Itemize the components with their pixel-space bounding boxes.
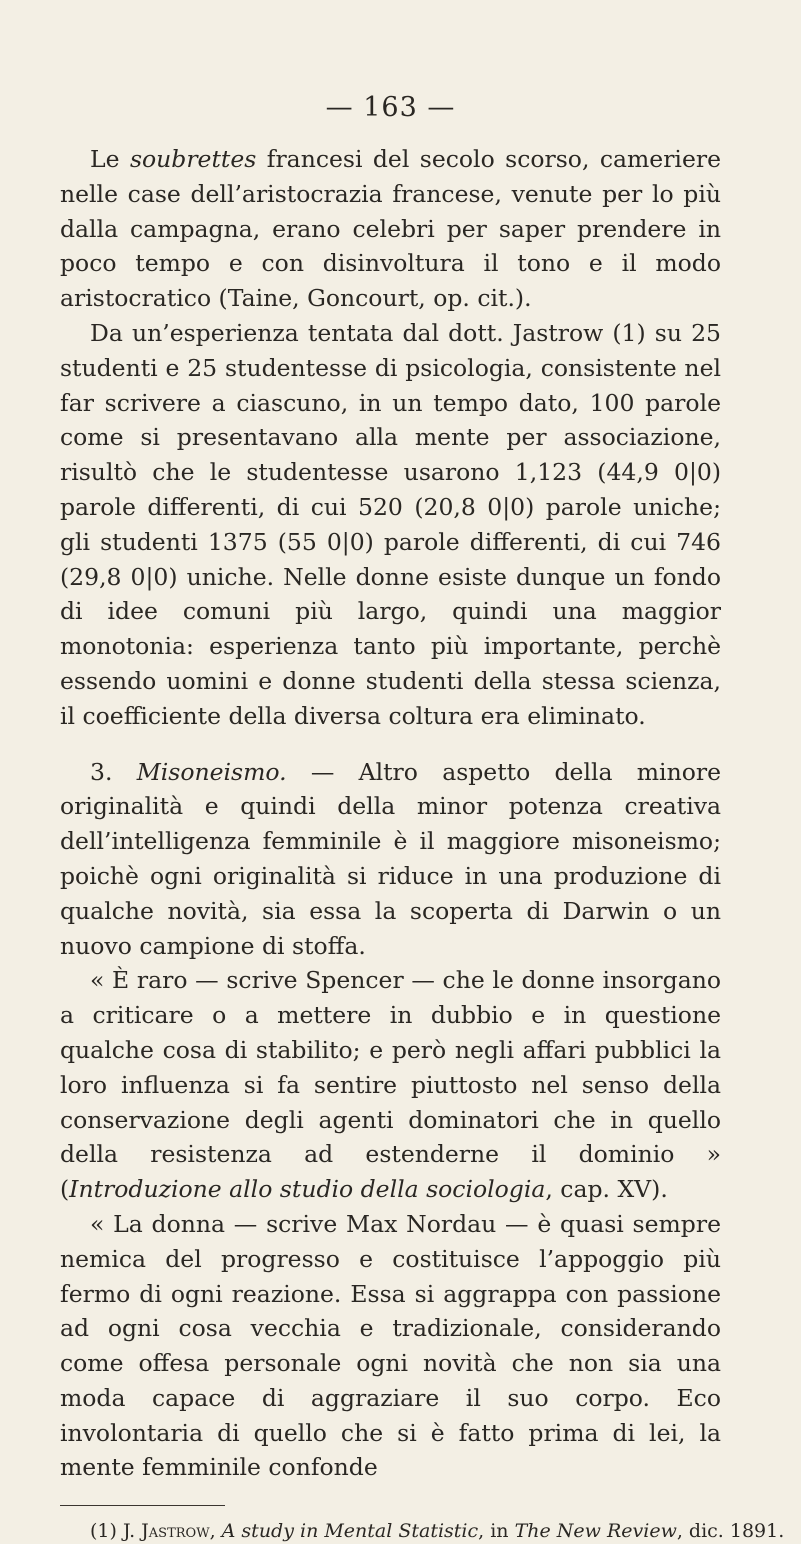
italic-text: Introduzione allo studio della sociologia <box>69 1175 546 1204</box>
text-run: 3. <box>90 757 137 786</box>
italic-text: Misoneismo. <box>136 757 287 786</box>
text-run: « La donna — scrive Max Nordau — è quasi sempre nemica del progresso e costituisce l’appoggio più fermo di ogni reazione. Essa si aggrappa con passione ad ogni cosa vecchia e tradizionale, considerando come offesa personale ogni novità che non sia una moda capace di aggraziare il suo corpo. Eco involontaria di quello che si è fatto prima di lei, la mente femminile confonde <box>60 1209 721 1482</box>
footnote-title: A study in Mental Statistic <box>221 1520 479 1543</box>
footnote-date: , dic. 1891. <box>676 1520 785 1543</box>
paragraph <box>60 316 721 734</box>
footnote-marker: (1) <box>90 1520 123 1543</box>
italic-text: soubrettes <box>129 145 257 173</box>
footnote-author: J. Jastrow <box>122 1520 210 1543</box>
text-run: francesi del secolo scorso, cameriere nelle case dell’aristocrazia francese, venute per lo più dalla campagna, erano celebri per saper prendere in poco tempo e con disinvoltura il tono e il modo aristocratico (Taine, Goncourt, op. cit.). <box>60 145 722 313</box>
text-run: « È raro — scrive Spencer — che le donne insorgano a criticare o a mettere in dubbio e in questione qualche cosa di stabilito; e però negli affari pubblici la loro influenza si fa sentire piuttosto nel senso della conservazione degli agenti dominatori che in quello della resistenza ad estenderne il dominio » ( <box>60 966 721 1204</box>
footnote-divider <box>60 1505 225 1506</box>
text-run: Da un’esperienza tentata dal dott. Jastrow (1) su 25 studenti e 25 studentesse di psicologia, consistente nel far scrivere a ciascuno, in un tempo dato, 100 parole come si presentavano alla mente per associazione, risultò che le studentesse usarono 1,123 (44,9 0|0) parole differenti, di cui 520 (20,8 0|0) parole uniche; gli studenti 1375 (55 0|0) parole differenti, di cui 746 (29,8 0|0) uniche. Nelle donne esiste dunque un fondo di idee comuni più largo, quindi una maggior monotonia: esperienza tanto più importante, perchè essendo uomini e donne studenti della stessa scienza, il coefficiente della diversa coltura era eliminato. <box>60 318 721 730</box>
text-run: , cap. XV). <box>545 1175 668 1204</box>
body-text <box>60 142 721 1485</box>
text-run: Le <box>90 145 130 173</box>
paragraph <box>60 142 721 316</box>
paragraph <box>60 755 721 964</box>
footnote-journal: The New Review <box>514 1520 677 1543</box>
footnote-separator: , <box>209 1520 222 1543</box>
text-run: — Altro aspetto della minore originalità e quindi della minor potenza creativa dell’intelligenza femminile è il maggiore misoneismo; poichè ogni originalità si riduce in una produzione di qualche novità, sia essa la scoperta di Darwin o un nuovo campione di stoffa. <box>60 757 721 960</box>
footnote-in: , in <box>478 1520 515 1543</box>
footnote <box>60 1518 785 1544</box>
page-number: — 163 — <box>325 92 456 123</box>
paragraph <box>60 963 721 1207</box>
paragraph <box>60 1207 721 1485</box>
